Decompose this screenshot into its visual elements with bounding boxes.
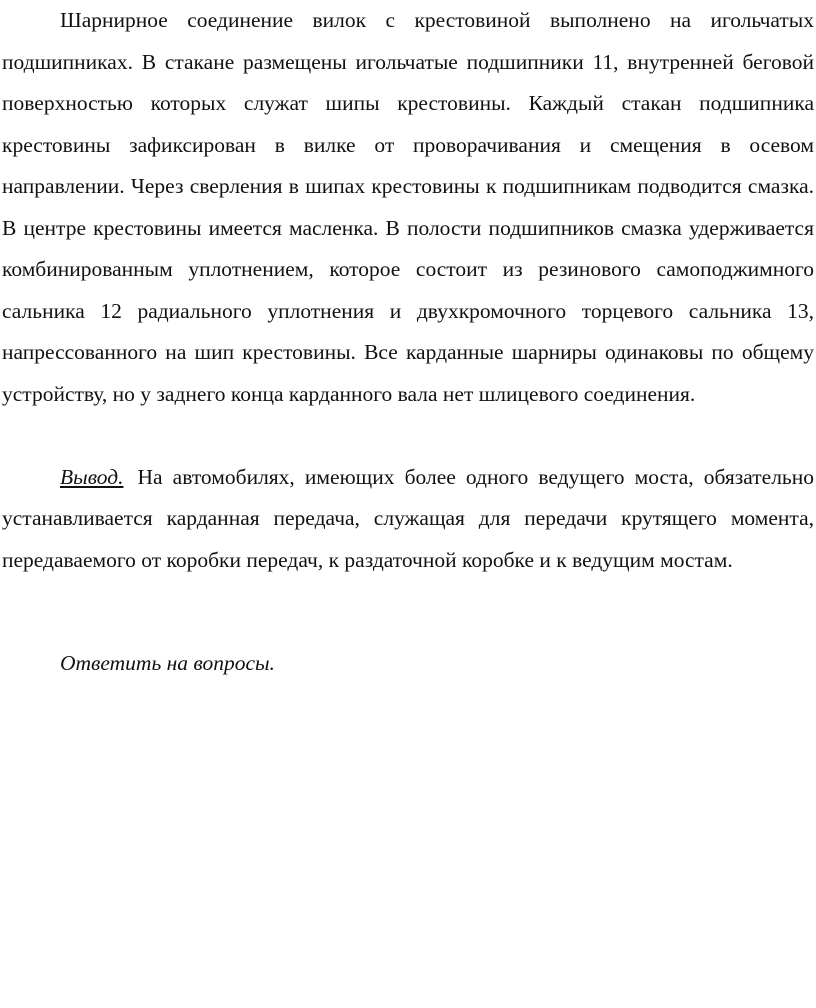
conclusion-paragraph — [2, 457, 814, 582]
conclusion-label: Вывод. — [60, 464, 124, 489]
body-paragraph: Шарнирное соединение вилок с крестовиной выполнено на игольчатых подшипниках. В стакане размещены игольчатые подшипники 11, внутренней беговой поверхностью которых служат шипы крестовины. Каждый стакан подшипника крестовины зафиксирован в вилке от проворачивания и смещения в осевом направлении. Через сверления в шипах крестовины к подшипникам подводится смазка. В центре крестовины имеется масленка. В полости подшипников смазка удерживается комбинированным уплотнением, которое состоит из резинового самоподжимного сальника 12 радиального уплотнения и двухкромочного торцевого сальника 13, напрессованного на шип крестовины. Все карданные шарниры одинаковы по общему устройству, но у заднего конца карданного вала нет шлицевого соединения. — [2, 8, 814, 406]
document-page — [2, 0, 814, 685]
questions-heading: Ответить на вопросы. — [60, 651, 275, 675]
conclusion-text: На автомобилях, имеющих более одного ведущего моста, обязательно устанавливается карданная передача, служащая для передачи крутящего момента, передаваемого от коробки передач, к раздаточной коробке и к ведущим мостам. — [2, 464, 814, 572]
